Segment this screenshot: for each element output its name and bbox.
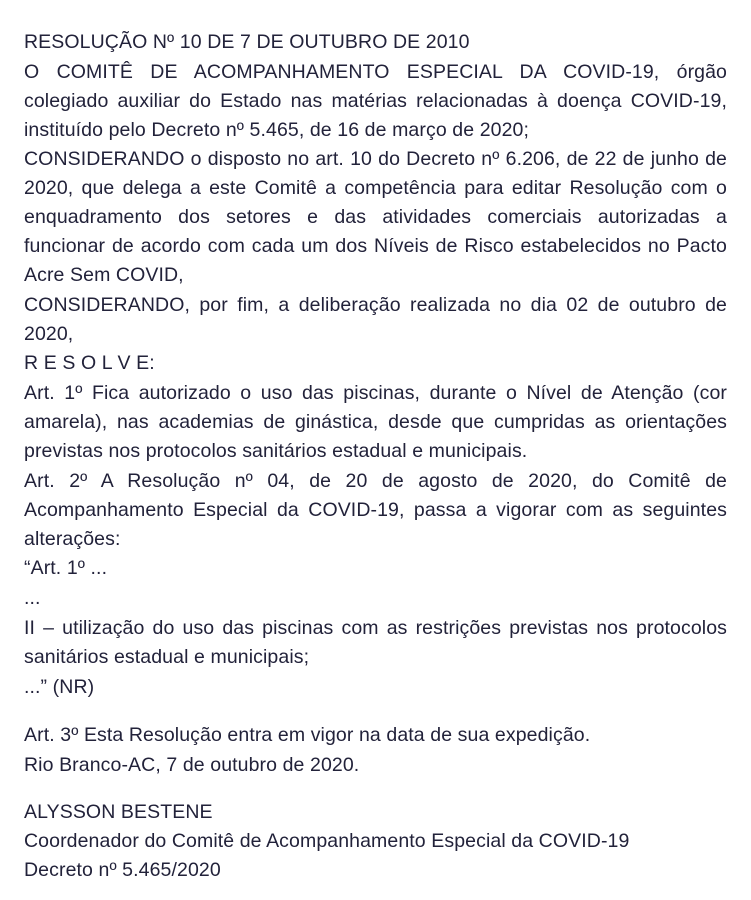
considering-clause-1: CONSIDERANDO o disposto no art. 10 do Decreto nº 6.206, de 22 de junho de 2020, que delega a este Comitê a competência para editar Resolução com o enquadramento dos setores e das atividades comerciais autorizadas a funcionar de acordo com cada um dos Níveis de Risco estabelecidos no Pacto Acre Sem COVID,: [24, 148, 727, 286]
document-body: [24, 28, 727, 885]
document-title: RESOLUÇÃO Nº 10 DE 7 DE OUTUBRO DE 2010: [24, 31, 470, 53]
spacer-before-signature: [24, 780, 727, 798]
article-2: Art. 2º A Resolução nº 04, de 20 de agosto de 2020, do Comitê de Acompanhamento Especial da COVID-19, passa a vigorar com as seguintes alterações:: [24, 469, 727, 550]
place-and-date: Rio Branco-AC, 7 de outubro de 2020.: [24, 753, 360, 776]
signature-decree: Decreto nº 5.465/2020: [24, 859, 221, 882]
quoted-ellipsis: ...: [24, 587, 41, 610]
resolve-heading: R E S O L V E:: [24, 352, 155, 375]
quoted-article-open: “Art. 1º ...: [24, 557, 108, 580]
signature-role: Coordenador do Comitê de Acompanhamento Especial da COVID-19: [24, 830, 630, 853]
article-3: Art. 3º Esta Resolução entra em vigor na data de sua expedição.: [24, 723, 591, 746]
quoted-article-close: ...” (NR): [24, 675, 95, 698]
article-1: Art. 1º Fica autorizado o uso das piscinas, durante o Nível de Atenção (cor amarela), nas academias de ginástica, desde que cumpridas as orientações previstas nos protocolos sanitários estadual e municipais.: [24, 382, 727, 463]
spacer-after-quote: [24, 703, 727, 721]
quoted-item-ii: II – utilização do uso das piscinas com as restrições previstas nos protocolos sanitários estadual e municipais;: [24, 617, 727, 669]
considering-clause-2: CONSIDERANDO, por fim, a deliberação realizada no dia 02 de outubro de 2020,: [24, 293, 727, 345]
signature-name: ALYSSON BESTENE: [24, 801, 213, 824]
document-preamble: O COMITÊ DE ACOMPANHAMENTO ESPECIAL DA COVID-19, órgão colegiado auxiliar do Estado nas matérias relacionadas à doença COVID-19, instituído pelo Decreto nº 5.465, de 16 de março de 2020;: [24, 60, 727, 141]
